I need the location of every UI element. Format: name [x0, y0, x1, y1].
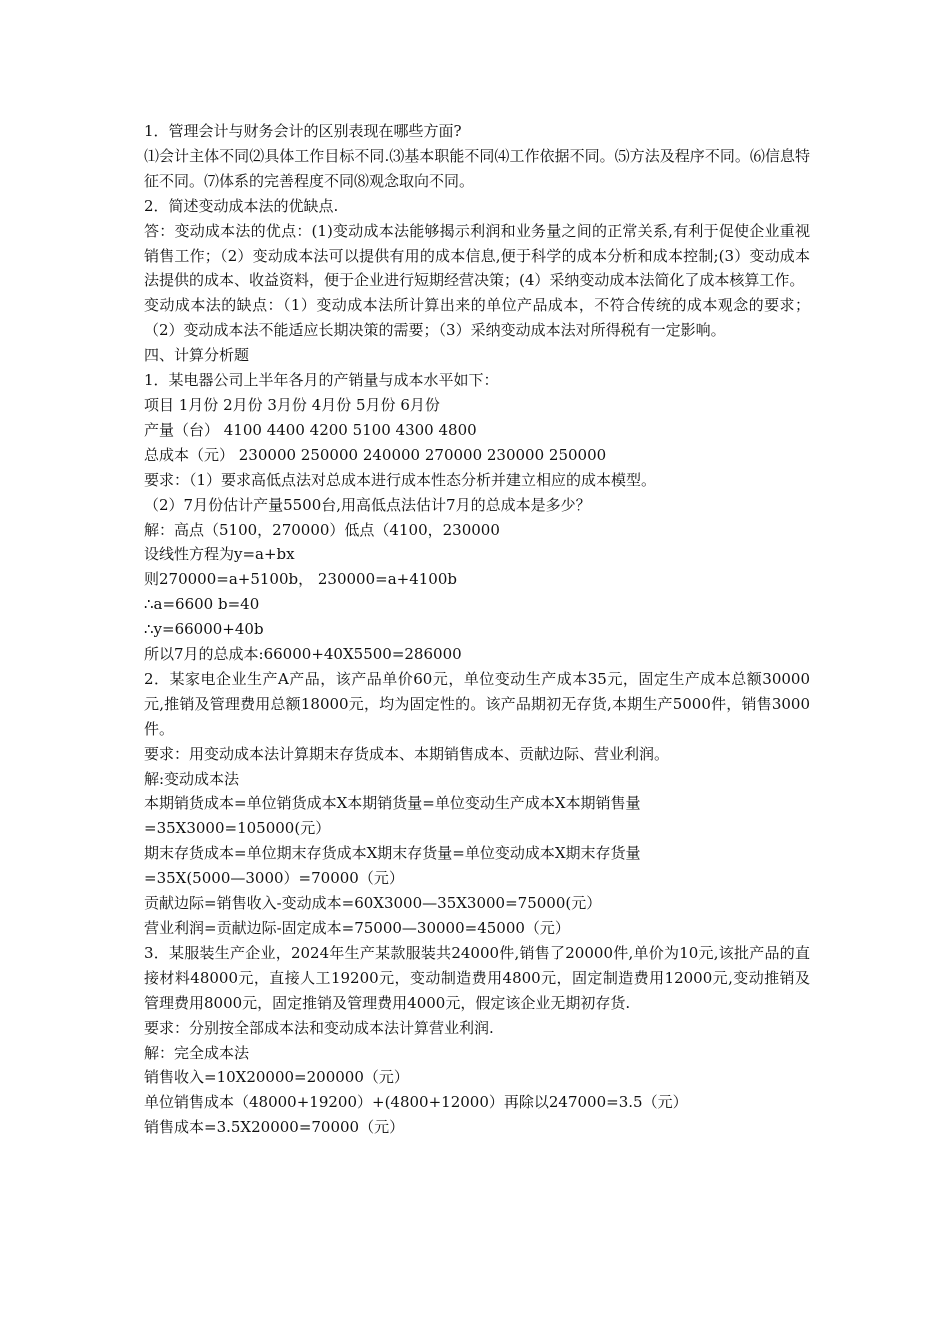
problem-2-sales-cost-value: =35X3000=105000(元）	[144, 819, 331, 838]
problem-1-result: 所以7月的总成本:66000+40X5500=286000	[144, 645, 462, 664]
question-1-heading: 1．管理会计与财务会计的区别表现在哪些方面?	[144, 122, 462, 140]
problem-2-contribution-margin: 贡献边际=销售收入-变动成本=60X3000—35X3000=75000(元）	[144, 894, 602, 913]
answer-2-advantages: 答：变动成本法的优点：(1)变动成本法能够揭示利润和业务量之间的正常关系,有利于促使企业重视销售工作；（2）变动成本法可以提供有用的成本信息,便于科学的成本分析和成本控制;(3）变动成本法提供的成本、收益资料，便于企业进行短期经营决策；(4）采纳变动成本法简化了成本核算工作。	[144, 221, 810, 290]
problem-1-model: ∴y=66000+40b	[144, 620, 264, 639]
answer-2-disadvantages: 变动成本法的缺点：（1）变动成本法所计算出来的单位产品成本，不符合传统的成本观念的要求；（2）变动成本法不能适应长期决策的需要；（3）采纳变动成本法对所得税有一定影响。	[144, 296, 810, 340]
problem-1-solution-points: 解：高点（5100，270000）低点（4100，230000	[144, 520, 500, 539]
problem-1-requirement-2: （2）7月份估计产量5500台,用高低点法估计7月的总成本是多少？	[144, 495, 591, 514]
problem-3-requirement: 要求：分别按全部成本法和变动成本法计算营业利润.	[144, 1018, 494, 1037]
problem-2-requirement: 要求：用变动成本法计算期末存货成本、本期销售成本、贡献边际、营业利润。	[144, 744, 670, 763]
problem-3-statement: 3．某服装生产企业，2024年生产某款服装共24000件,销售了20000件,单价为10元,该批产品的直接材料48000元，直接人工19200元，变动制造费用4800元，固定制造费用12000元,变动推销及管理费用8000元，固定推销及管理费用4000元，假定该企业无期初存货.	[144, 943, 810, 1012]
problem-3-solution-heading: 解：完全成本法	[144, 1043, 250, 1062]
problem-1-requirement-1: 要求：（1）要求高低点法对总成本进行成本性态分析并建立相应的成本模型。	[144, 470, 657, 489]
answer-1-text: ⑴会计主体不同⑵具体工作目标不同.⑶基本职能不同⑷工作依据不同。⑸方法及程序不同。⑹信息特征不同。⑺体系的完善程度不同⑻观念取向不同。	[144, 146, 810, 190]
problem-1-cost-row: 总成本（元） 230000 250000 240000 270000 230000 250000	[144, 445, 607, 464]
question-2-heading: 2．简述变动成本法的优缺点.	[144, 196, 339, 215]
problem-1-output-row: 产量（台） 4100 4400 4200 5100 4300 4800	[144, 420, 477, 439]
problem-1-coefficients: ∴a=6600 b=40	[144, 595, 260, 614]
problem-2-inventory-cost-formula: 期末存货成本=单位期末存货成本X期末存货量=单位变动成本X期末存货量	[144, 844, 641, 863]
problem-1-equation-setup: 设线性方程为y=a+bx	[144, 545, 295, 564]
problem-2-solution-heading: 解:变动成本法	[144, 769, 240, 788]
problem-2-sales-cost-formula: 本期销货成本=单位销货成本X本期销货量=单位变动生产成本X本期销售量	[144, 794, 641, 813]
problem-3-sales-revenue: 销售收入=10X20000=200000（元）	[144, 1068, 409, 1087]
problem-1-statement: 1．某电器公司上半年各月的产销量与成本水平如下：	[144, 371, 499, 390]
problem-1-equations: 则270000=a+5100b， 230000=a+4100b	[144, 570, 458, 589]
problem-3-sales-cost: 销售成本=3.5X20000=70000（元）	[144, 1118, 405, 1137]
section-heading-calculation: 四、计算分析题	[144, 346, 250, 365]
problem-2-operating-profit: 营业利润=贡献边际-固定成本=75000—30000=45000（元）	[144, 919, 570, 937]
problem-1-table-header: 项目 1月份 2月份 3月份 4月份 5月份 6月份	[144, 395, 440, 414]
problem-3-unit-cost: 单位销售成本（48000+19200）+(4800+12000）再除以247000=3.5（元）	[144, 1093, 688, 1112]
problem-2-statement: 2．某家电企业生产A产品，该产品单价60元，单位变动生产成本35元，固定生产成本总额30000元,推销及管理费用总额18000元，均为固定性的。该产品期初无存货,本期生产5000件，销售3000件。	[144, 669, 810, 738]
problem-2-inventory-cost-value: =35X(5000—3000）=70000（元）	[144, 869, 404, 888]
document-body	[144, 119, 810, 1140]
